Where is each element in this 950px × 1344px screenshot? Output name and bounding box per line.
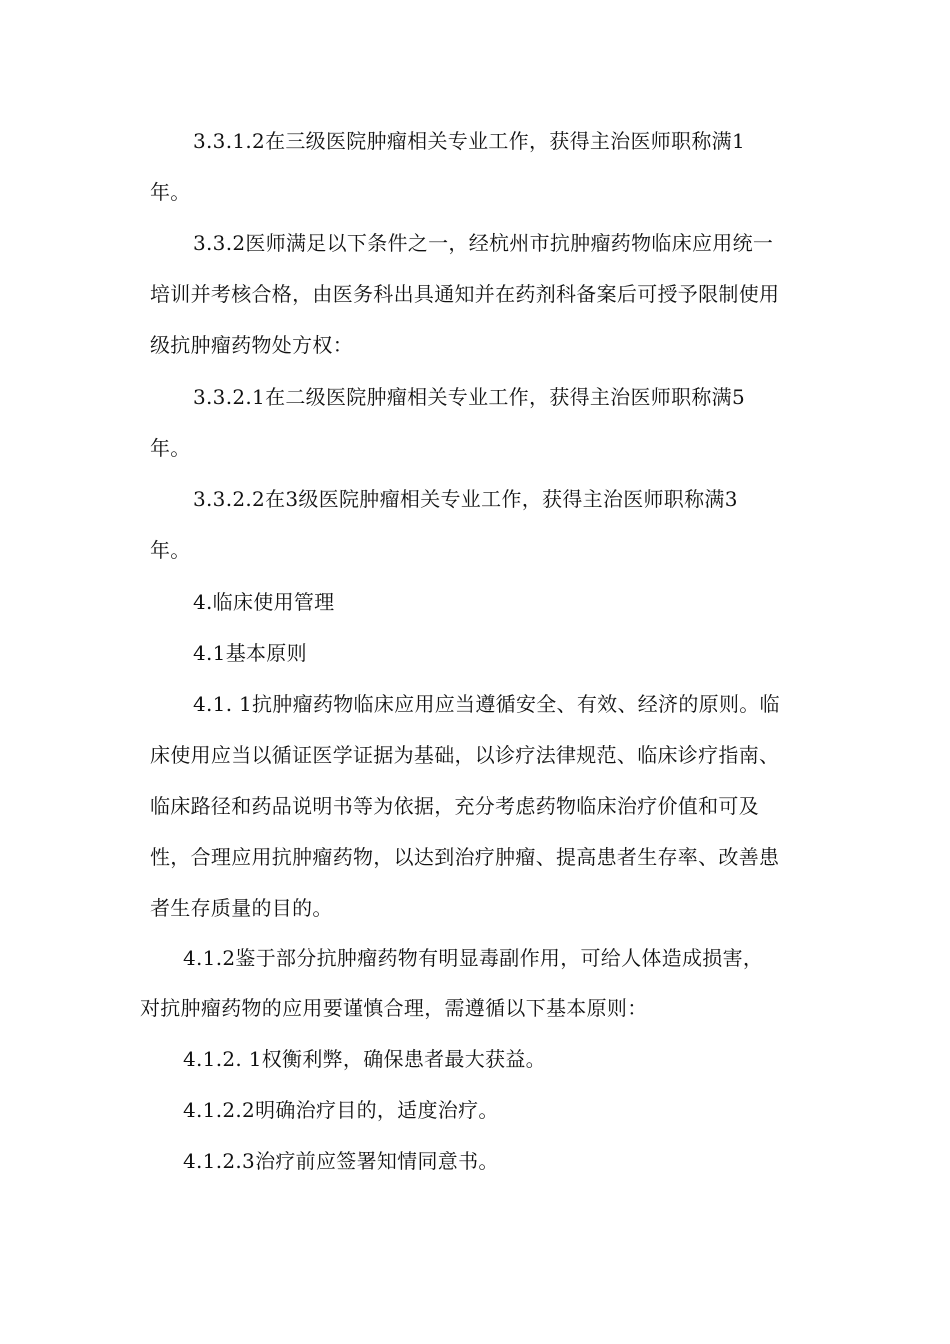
text-line: 3.3.2.1在二级医院肿瘤相关专业工作，获得主治医师职称满5 [193,385,745,409]
list-item: 4.1.2.2明确治疗目的，适度治疗。 [183,1098,499,1122]
text-line: 4.1.2鉴于部分抗肿瘤药物有明显毒副作用，可给人体造成损害， [183,946,764,970]
list-item: 4.1.2. 1权衡利弊，确保患者最大获益。 [183,1047,546,1071]
text-line: 临床路径和药品说明书等为依据，充分考虑药物临床治疗价值和可及 [150,794,759,818]
text-line: 性，合理应用抗肿瘤药物，以达到治疗肿瘤、提高患者生存率、改善患 [150,845,780,869]
text-line: 年。 [150,538,191,562]
text-line: 3.3.2医师满足以下条件之一，经杭州市抗肿瘤药物临床应用统一 [193,231,774,255]
text-line: 者生存质量的目的。 [150,896,333,920]
subsection-heading: 4.1基本原则 [193,641,307,665]
text-line: 床使用应当以循证医学证据为基础，以诊疗法律规范、临床诊疗指南、 [150,743,780,767]
text-line: 4.1. 1抗肿瘤药物临床应用应当遵循安全、有效、经济的原则。临 [193,692,780,716]
text-line: 培训并考核合格，由医务科出具通知并在药剂科备案后可授予限制使用 [150,282,780,306]
text-line: 3.3.2.2在3级医院肿瘤相关专业工作，获得主治医师职称满3 [193,487,738,511]
text-line: 级抗肿瘤药物处方权： [150,333,353,357]
text-line: 年。 [150,436,191,460]
list-item: 4.1.2.3治疗前应签署知情同意书。 [183,1149,499,1173]
section-heading: 4.临床使用管理 [193,590,335,614]
text-line: 年。 [150,180,191,204]
text-line: 3.3.1.2在三级医院肿瘤相关专业工作，获得主治医师职称满1 [193,129,745,153]
text-line: 对抗肿瘤药物的应用要谨慎合理，需遵循以下基本原则： [140,996,648,1020]
